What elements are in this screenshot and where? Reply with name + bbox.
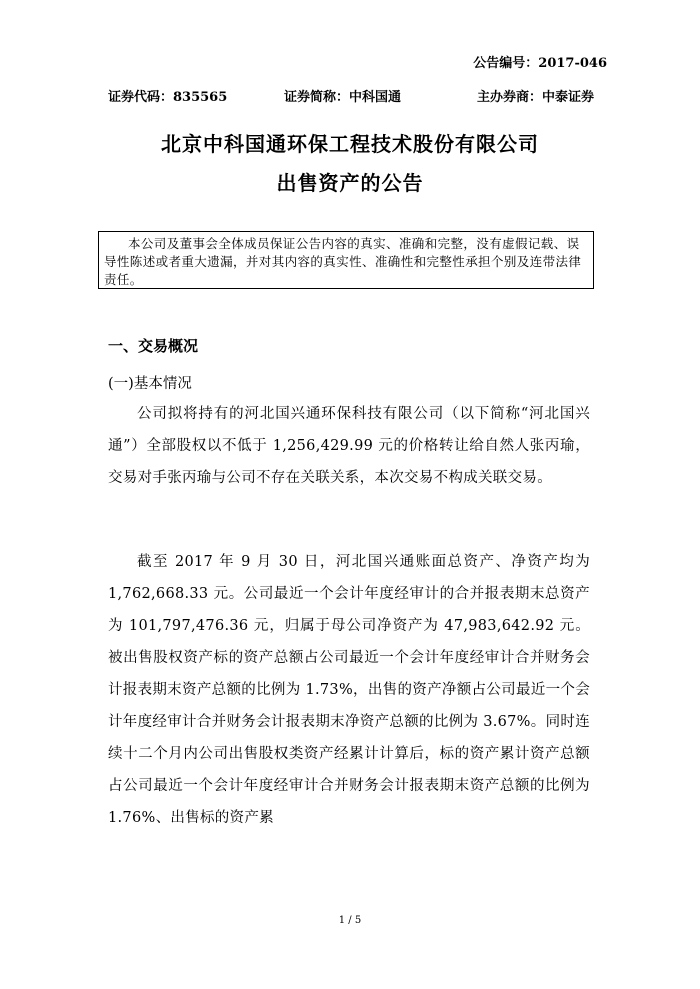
- paragraph-transaction-summary: 公司拟将持有的河北国兴通环保科技有限公司（以下简称“河北国兴通”）全部股权以不低于 1,256,429.99 元的价格转让给自然人张丙瑜，交易对手张丙瑜与公司不存在关联关系，本次交易不构成关联交易。: [108, 406, 590, 486]
- stock-code: 证券代码：835565: [108, 90, 228, 105]
- page-number: 1 / 5: [338, 915, 362, 926]
- paragraph-asset-figures: 截至 2017 年 9 月 30 日，河北国兴通账面总资产、净资产均为 1,762,668.33 元。公司最近一个会计年度经审计的合并报表期末总资产为 101,797,476.36 元，归属于母公司净资产为 47,983,642.92 元。被出售股权资产标的资产总额占公司最近一个会计年度经审计合并财务会计报表期末资产总额的比例为 1.73%，出售的资产净额占公司最近一个会计年度经审计合并财务会计报表期末净资产总额的比例为 3.67%。同时连续十二个月内公司出售股权类资产经累计计算后，标的资产累计资产总额占公司最近一个会计年度经审计合并财务会计报表期末资产总额的比例为 1.76%、出售标的资产累: [108, 554, 590, 826]
- company-title: 北京中科国通环保工程技术股份有限公司: [161, 132, 539, 156]
- security-info-row: [108, 86, 594, 106]
- stock-abbreviation: 证券简称：中科国通: [284, 90, 402, 105]
- subsection-heading: (一)基本情况: [108, 376, 192, 392]
- sponsor-broker: 主办券商：中泰证券: [476, 90, 594, 105]
- disclaimer-box: 本公司及董事会全体成员保证公告内容的真实、准确和完整，没有虚假记载、误导性陈述或者重大遗漏，并对其内容的真实性、准确性和完整性承担个别及连带法律责任。: [98, 231, 594, 289]
- section-heading: 一、交易概况: [108, 337, 199, 355]
- announcement-number: 公告编号：2017-046: [473, 56, 607, 71]
- document-title: 出售资产的公告: [276, 171, 424, 195]
